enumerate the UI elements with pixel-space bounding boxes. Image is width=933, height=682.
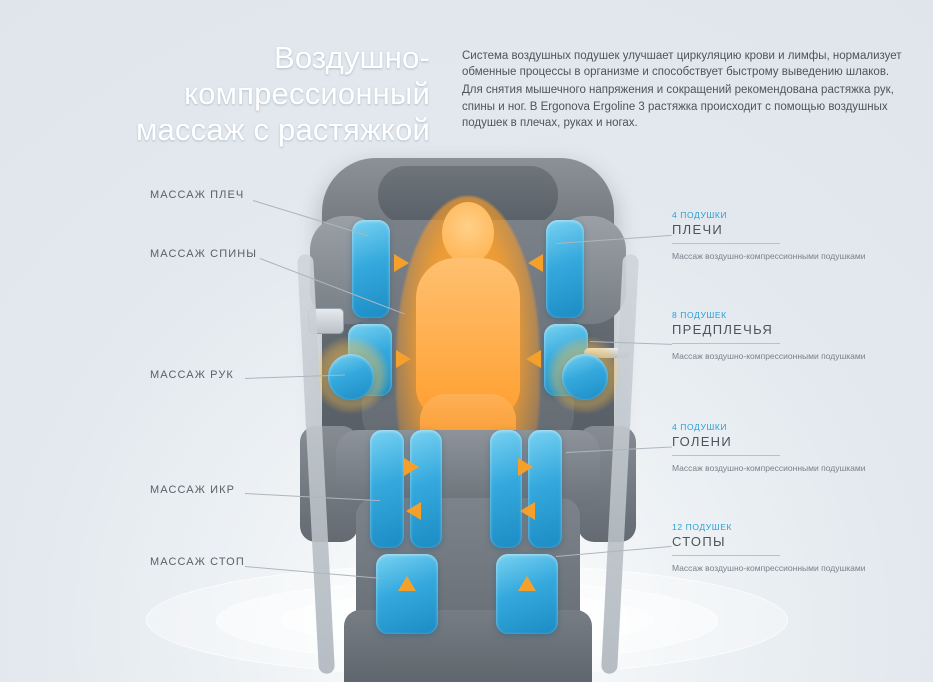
arrow-calf-right-1 [518,458,533,476]
callout-feet-desc: Массаж воздушно-компрессионными подушками [672,563,866,573]
callout-forearms-name: ПРЕДПЛЕЧЬЯ [672,322,774,337]
callout-shins-desc: Массаж воздушно-компрессионными подушками [672,463,866,473]
callout-feet-count: 12 ПОДУШЕК [672,522,733,532]
arrow-shoulder-right [528,254,543,272]
arrow-calf-right-2 [520,502,535,520]
arrow-foot-right [518,576,536,591]
callout-forearms-rule [672,343,780,344]
callout-shoulders-rule [672,243,780,244]
label-back: МАССАЖ СПИНЫ [150,248,258,260]
intro-paragraph-2: Для снятия мышечного напряжения и сокращений рекомендована растяжка рук, спины и ног. В Ergonova Ergoline 3 растяжка происходит с помощью воздушных подушек в плечах, руках и ногах. [462,84,894,129]
intro-text [462,48,907,133]
callout-shins-name: ГОЛЕНИ [672,434,733,449]
callout-feet [672,522,872,575]
air-cushion-hand-right [562,354,608,400]
air-cushion-calf-right-inner [490,430,522,548]
arrow-upper-arm-right [526,350,541,368]
arrow-calf-left-2 [406,502,421,520]
callout-forearms-desc: Массаж воздушно-компрессионными подушками [672,351,866,361]
callout-shoulders-name: ПЛЕЧИ [672,222,724,237]
air-cushion-calf-left-outer [370,430,404,548]
arrow-foot-left [398,576,416,591]
callout-shoulders-count: 4 ПОДУШКИ [672,210,728,220]
callout-forearms-count: 8 ПОДУШЕК [672,310,727,320]
label-calves: МАССАЖ ИКР [150,484,236,496]
air-cushion-calf-right-outer [528,430,562,548]
label-arms: МАССАЖ РУК [150,369,234,381]
callout-feet-name: СТОПЫ [672,534,726,549]
callout-shoulders [672,210,872,263]
page-title: Воздушно-компрессионный массаж с растяжкой [135,40,430,147]
intro-paragraph-1: Система воздушных подушек улучшает циркуляцию крови и лимфы, нормализует обменные процессы в организме и способствует быстрому выведению шлаков. [462,50,902,79]
callout-shins-rule [672,455,780,456]
callout-shins [672,422,872,475]
air-cushion-foot-right [496,554,558,634]
air-cushion-calf-left-inner [410,430,442,548]
air-cushion-foot-left [376,554,438,634]
arrow-shoulder-left [394,254,409,272]
callout-shins-count: 4 ПОДУШКИ [672,422,728,432]
callout-forearms [672,310,872,363]
callout-feet-rule [672,555,780,556]
air-cushion-shoulder-left [352,220,390,318]
human-head [442,202,494,264]
air-cushion-hand-left [328,354,374,400]
arrow-calf-left-1 [404,458,419,476]
label-feet: МАССАЖ СТОП [150,556,245,568]
callout-shoulders-desc: Массаж воздушно-компрессионными подушками [672,251,866,261]
arrow-upper-arm-left [396,350,411,368]
air-cushion-shoulder-right [546,220,584,318]
label-shoulders: МАССАЖ ПЛЕЧ [150,189,245,201]
